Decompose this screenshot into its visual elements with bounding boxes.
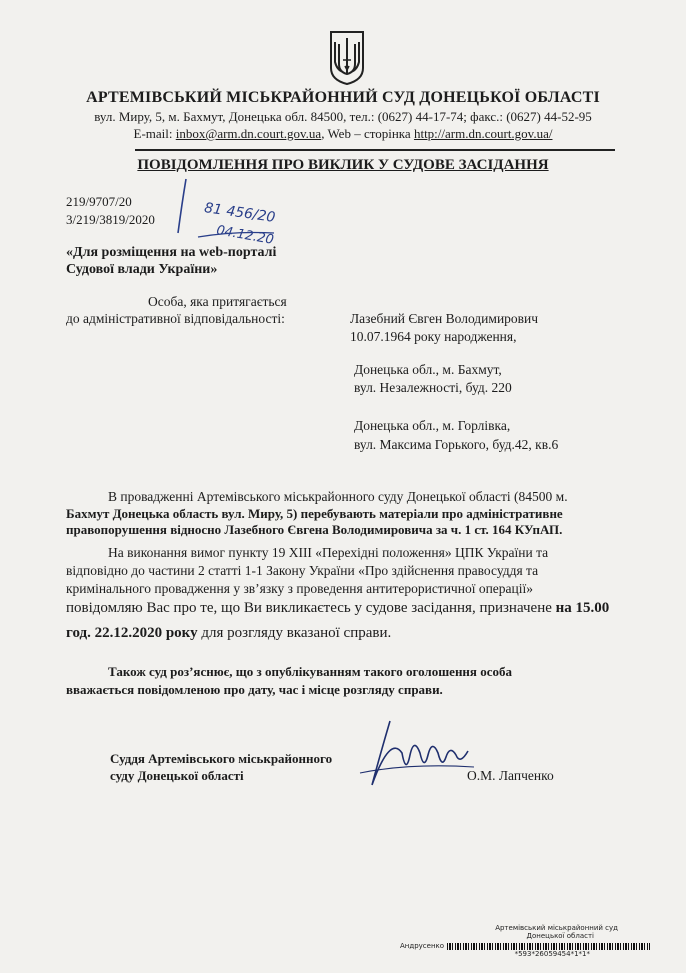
judge-role-line2: суду Донецької області [110,768,244,783]
person-label-line1: Особа, яка притягається [148,294,287,309]
person-label-line2: до адміністративної відповідальності: [66,311,285,326]
page-title: ПОВІДОМЛЕННЯ ПРО ВИКЛИК У СУДОВЕ ЗАСІДАННЯ [137,157,549,173]
judge-role-line1: Суддя Артемівського міськрайонного [110,751,333,766]
person-name: Лазебний Євген Володимирович [350,311,539,326]
hearing-date: год. 22.12.2020 року [66,625,198,641]
para1-line3: правопорушення відносно Лазебного Євгена Володимировича за ч. 1 ст. 164 КУпАП. [66,522,563,537]
barcode [447,943,650,950]
hearing-time: на 15.00 [555,600,610,616]
footer-court: Артемівський міськрайонний суд [495,924,618,932]
coat-of-arms-icon [329,30,365,86]
para2-line4-text: повідомляю Вас про те, що Ви викликаєтесь у судове засідання, призначене [66,600,556,616]
para2-line3: кримінального провадження у зв’язку з проведення антитерористичної операції» [66,581,534,596]
para1-line2: Бахмут Донецька область вул. Миру, 5) перебувають матеріали про адміністративне [66,506,563,521]
person-birth: 10.07.1964 року народження, [350,329,517,344]
proceeding-number: 3/219/3819/2020 [66,212,155,227]
court-name: АРТЕМІВСЬКИЙ МІСЬКРАЙОННИЙ СУД ДОНЕЦЬКОЇ ОБЛАСТІ [86,89,600,106]
web-link[interactable]: http://arm.dn.court.gov.ua/ [413,126,553,141]
para3-line2: вважається повідомленою про дату, час і місце розгляду справи. [66,682,443,697]
judge-name: О.М. Лапченко [467,768,554,783]
address2-line2: вул. Максима Горького, буд.42, кв.6 [354,437,559,452]
court-contacts [0,126,686,142]
handwritten-number: 81 456/20 [203,200,277,226]
para2-line2: відповідно до частини 2 статті 1-1 Закону України «Про здійснення правосуддя та [66,563,539,578]
court-address: вул. Миру, 5, м. Бахмут, Донецька обл. 84500, тел.: (0627) 44-17-74; факс.: (0627) 44-52-95 [94,109,592,124]
handwritten-date: 04.12.20 [215,223,275,248]
footer-code: *593*26059454*1*1* [514,950,590,958]
header-divider [135,149,615,151]
registry-stamp [400,924,650,958]
case-number: 219/9707/20 [66,194,132,209]
para2-line5-text: для розгляду вказаної справи. [197,625,392,641]
placement-note-line2: Судової влади України» [66,262,218,277]
handwritten-signature [350,715,480,795]
address2-line1: Донецька обл., м. Горлівка, [354,418,511,433]
para3-line1: Також суд роз’яснює, що з опублікуванням такого оголошення особа [108,664,512,679]
para2-line5 [66,625,391,642]
address1-line2: вул. Незалежності, буд. 220 [354,380,512,395]
email-label: E-mail: [133,126,176,141]
para2-line1: На виконання вимог пункту 19 XIII «Перехідні положення» ЦПК України та [108,545,549,560]
para1-line1: В провадженні Артемівського міськрайонного суду Донецької області (84500 м. [108,489,568,504]
footer-name: Андрусенко [400,942,445,950]
address1-line1: Донецька обл., м. Бахмут, [354,362,502,377]
web-label: , Web – сторінка [321,126,414,141]
email-link[interactable]: inbox@arm.dn.court.gov.ua [175,126,322,141]
placement-note-line1: «Для розміщення на web-порталі [66,245,277,260]
footer-region: Донецької області [526,932,594,940]
para2-line4 [66,600,609,617]
